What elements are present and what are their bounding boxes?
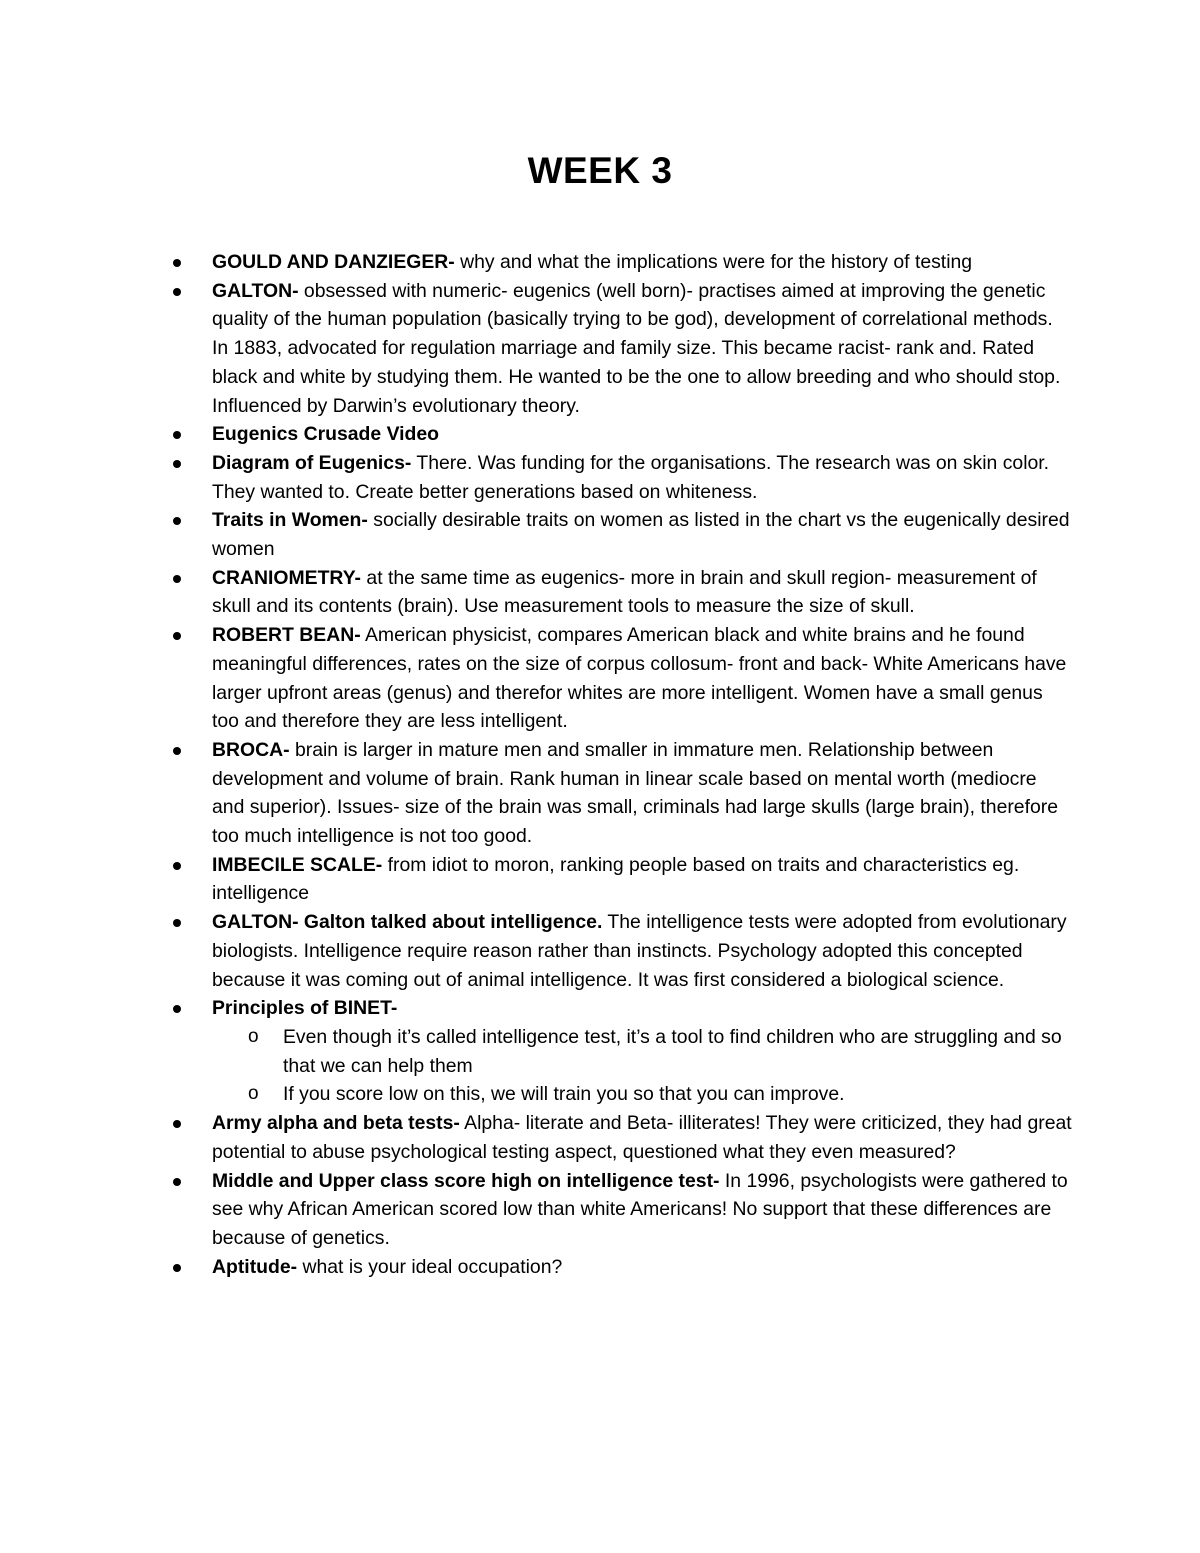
item-term: CRANIOMETRY- [212,566,362,589]
list-item [212,449,1072,506]
list-item [212,736,1072,851]
item-text: The intelligence tests were adopted from evolutionary biologists. Intelligence require reason rather than instincts. Psychology adopted this concepted because it was coming out of animal intelligence. It was first considered a biological science. [212,911,1067,991]
bullet-icon [173,747,181,755]
item-text: socially desirable traits on women as listed in the chart vs the eugenically desired women [212,509,1070,561]
item-text: what is your ideal occupation? [297,1255,563,1278]
item-term: GOULD AND DANZIEGER- [212,251,455,273]
item-text: American physicist, compares American black and white brains and he found meaningful differences, rates on the size of corpus collosum- front and back- White Americans have larger upfront areas (genus) and therefor whites are more intelligent. Women have a small genus too and therefore they are less intelligent. [212,624,1067,733]
circle-bullet-icon: o [248,1025,259,1047]
item-term: IMBECILE SCALE- [212,853,383,876]
list-item [212,277,1072,421]
item-term: Eugenics Crusade Video [212,423,440,446]
bullet-icon [173,862,181,870]
item-term: GALTON- [212,279,299,302]
sub-item-text: If you score low on this, we will train you so that you can improve. [283,1083,845,1106]
sub-list [212,1023,1072,1109]
list-item [212,908,1072,994]
bullet-icon [173,1120,181,1128]
sub-item-text: Even though it’s called intelligence test, it’s a tool to find children who are struggling and so that we can help them [283,1025,1062,1077]
list-item [212,420,1072,449]
item-text: brain is larger in mature men and smaller in immature men. Relationship between development and volume of brain. Rank human in linear scale based on mental worth (mediocre and superior). Issues- size of the brain was small, criminals had large skulls (large brain), therefore too much intelligence is not too good. [212,738,1059,848]
bullet-icon [173,632,181,640]
item-term: Middle and Upper class score high on intelligence test- [212,1169,720,1192]
bullet-icon [173,259,181,267]
bullet-icon [173,517,181,525]
bullet-icon [173,575,181,583]
list-item [212,851,1072,908]
list-item [212,1253,1072,1282]
list-item [212,248,1072,277]
circle-bullet-icon: o [248,1083,259,1105]
bullet-icon [173,1264,181,1272]
bullet-icon [173,919,181,927]
list-item [212,1167,1072,1253]
item-text: obsessed with numeric- eugenics (well born)- practises aimed at improving the genetic quality of the human population (basically trying to be god), development of correlational methods. In 1883, advocated for regulation marriage and family size. This became racist- rank and. Rated black and white by studying them. He wanted to be the one to allow breeding and who should stop. Influenced by Darwin’s evolutionary theory. [212,279,1061,417]
sub-list-item [248,1023,1072,1080]
list-item [212,1109,1072,1166]
bullet-icon [173,460,181,468]
bullet-icon [173,1178,181,1186]
list-item [212,994,1072,1109]
item-text: In 1996, psychologists were gathered to see why African American scored low than white Americans! No support that these differences are because of genetics. [212,1169,1068,1249]
item-term: Principles of BINET- [212,997,398,1020]
bullet-icon [173,431,181,439]
item-text: Alpha- literate and Beta- illiterates! They were criticized, they had great potential to abuse psychological testing aspect, questioned what they even measured? [212,1112,1072,1163]
sub-list-item [248,1080,1072,1109]
item-term: Traits in Women- [212,509,368,532]
item-term: BROCA- [212,738,290,761]
list-item [212,564,1072,621]
item-text: why and what the implications were for the history of testing [454,251,973,273]
bullet-icon [173,288,181,296]
item-text: at the same time as eugenics- more in brain and skull region- measurement of skull and its contents (brain). Use measurement tools to measure the size of skull. [212,566,1037,618]
list-item [212,506,1072,563]
notes-list [212,248,1072,1281]
item-term: Aptitude- [212,1255,298,1278]
item-text: There. Was funding for the organisations. The research was on skin color. They wanted to. Create better generations based on whiteness. [212,451,1050,503]
item-term: GALTON- Galton talked about intelligence. [212,911,603,934]
item-term: ROBERT BEAN- [212,624,361,647]
page-title: WEEK 3 [527,150,673,191]
bullet-icon [173,1005,181,1013]
item-term: Army alpha and beta tests- [212,1112,460,1135]
list-item [212,621,1072,736]
item-text: from idiot to moron, ranking people based on traits and characteristics eg. intelligence [212,853,1020,905]
item-term: Diagram of Eugenics- [212,451,412,474]
